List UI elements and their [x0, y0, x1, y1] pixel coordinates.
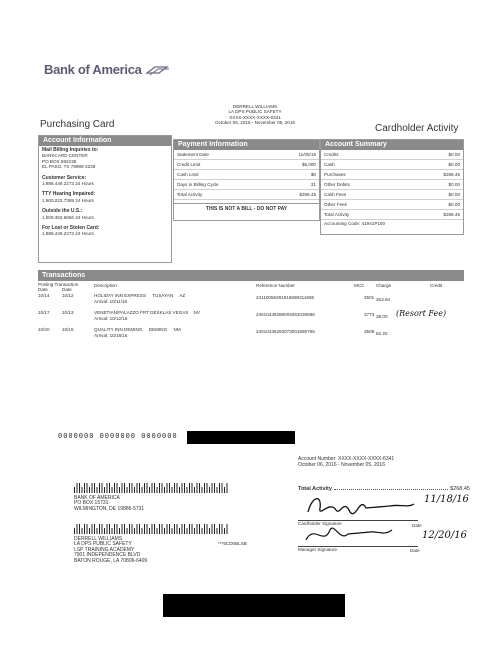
date-label-2: Date	[410, 548, 420, 553]
cardholder-line: October 06, 2016 - November 05, 2016	[215, 120, 295, 126]
total-activity-label: Total Activity	[298, 486, 332, 492]
col-credit: Credit	[430, 283, 443, 289]
barcode-digits: 0000000 0000000 0000000	[58, 433, 178, 441]
billing-line: BANKCARD CENTER	[42, 153, 88, 159]
cardholder-line: LA DPS PUBLIC SAFETY	[228, 109, 282, 115]
page-right-title: Cardholder Activity	[375, 123, 459, 134]
manager-sig-label: Manager Signature	[298, 547, 338, 552]
outside-line: 1.509.353.6656 24 Hours	[42, 214, 94, 220]
date-label: Date	[412, 523, 422, 528]
payment-row: Total Activity $268.45	[174, 190, 319, 200]
billing-label: Mail Billing Inquiries to:	[42, 147, 99, 153]
transaction-row: 10/17 10/13 VENETIAN/PALAZZO FRT DESKLAS VEGAS NV Arrival: 10/12/16 24610436288004052038586 3773 39.00 (Resort Fee)	[38, 309, 447, 322]
bank-name: Bank of America	[44, 62, 142, 77]
page-title: Purchasing Card	[40, 119, 115, 130]
col-date2: Date	[62, 287, 72, 293]
transaction-row: 10/20 10/18 QUALITY INN DEMING DEMING NM Arrival: 10/18/16 24610436293073001686786 3508 82.25	[38, 327, 388, 339]
remit-period: October 06, 2016 - November 05, 2016	[298, 462, 385, 468]
account-summary-panel	[320, 139, 464, 235]
cardholder-header	[180, 104, 330, 126]
redaction-bar	[187, 431, 295, 444]
postal-barcode	[74, 483, 234, 493]
transaction-row: 10/14 10/12 HOLIDAY INN EXPRESS TUSAYAN AZ Arrival: 10/11/16 24110056291816698311685 3501 253.94	[38, 293, 391, 305]
lost-line: 1.888.449.2273 24 Hours	[42, 231, 94, 237]
not-a-bill-notice: THIS IS NOT A BILL - DO NOT PAY	[174, 203, 319, 212]
outside-label: Outside the U.S.:	[42, 208, 83, 215]
account-summary-header: Account Summary	[321, 140, 463, 150]
total-activity-value: $268.45	[450, 486, 470, 492]
handwritten-date-2: 12/20/16	[422, 530, 467, 541]
handwritten-note: (Resort Fee)	[396, 309, 447, 319]
summary-row: Total Activity $268.45	[321, 210, 463, 220]
customer-service-label: Customer Service:	[42, 174, 87, 181]
payment-info-panel	[173, 139, 320, 221]
transactions-section	[38, 270, 464, 344]
payment-row: Days in Billing Cycle 31	[174, 180, 319, 190]
summary-row: Cash $0.00	[321, 160, 463, 170]
billing-line: PO BOX 982238	[42, 158, 77, 164]
summary-row: Other Debits $0.00	[321, 180, 463, 190]
col-description: Description	[94, 283, 117, 289]
cardholder-signature-scribble	[300, 490, 420, 524]
tty-label: TTY Hearing Impaired:	[42, 191, 96, 198]
payment-info-header: Payment Information	[174, 140, 319, 150]
summary-row: Purchases $268.45	[321, 170, 463, 180]
col-date: Date	[38, 287, 48, 293]
summary-row: Other Fees $0.00	[321, 200, 463, 210]
payment-row: Cash Limit $0	[174, 170, 319, 180]
bank-logo	[44, 62, 169, 77]
summary-row: Cash Fees $0.00	[321, 190, 463, 200]
cardholder-sig-label: Cardholder Signature	[298, 521, 342, 526]
remit-account-number: Account Number: XXXX-XXXX-XXXX-6341	[298, 456, 395, 462]
postal-barcode	[74, 524, 234, 534]
redaction-bar	[163, 594, 345, 617]
col-reference: Reference Number	[256, 283, 295, 289]
transactions-header: Transactions	[38, 270, 464, 281]
handwritten-date-1: 11/18/16	[424, 494, 469, 505]
col-mcc: MCC	[354, 283, 365, 289]
col-charge: Charge	[376, 283, 392, 289]
misc-code: ***5CD0BLSB	[218, 541, 247, 546]
payment-row: Statement Date 11/05/16	[174, 150, 319, 160]
billing-line: EL PASO, TX 79998-2238	[42, 164, 96, 170]
lost-label: For Lost or Stolen Card:	[42, 225, 100, 232]
account-info-header: Account Information	[39, 136, 171, 146]
tty-line: 1.800.222.7389 24 Hours	[42, 197, 94, 203]
payment-row: Credit Limit $5,000	[174, 160, 319, 170]
holder-address: DERRELL WILLIAMS LA DPS PUBLIC SAFETY LSP TRAINING ACADEMY 7901 INDEPENDENCE BLVD BATON ROUGE, LA 70806-6409	[74, 536, 148, 564]
cardholder-line: XXXX-XXXX-XXXX-6341	[229, 114, 281, 120]
customer-service-line: 1.888.449.2273 24 Hours	[42, 181, 94, 187]
bank-address: BANK OF AMERICA PO BOX 15731 WILMINGTON, DE 19886-5731	[74, 495, 145, 512]
cardholder-line: DERRELL WILLIAMS	[232, 104, 278, 109]
account-info-panel	[38, 135, 172, 263]
summary-row: Credits $0.00	[321, 150, 463, 160]
accounting-code: Accounting Code: 41941P100	[324, 221, 386, 226]
flag-logo-icon	[145, 64, 169, 76]
col-posting: Posting Transaction	[38, 282, 79, 287]
